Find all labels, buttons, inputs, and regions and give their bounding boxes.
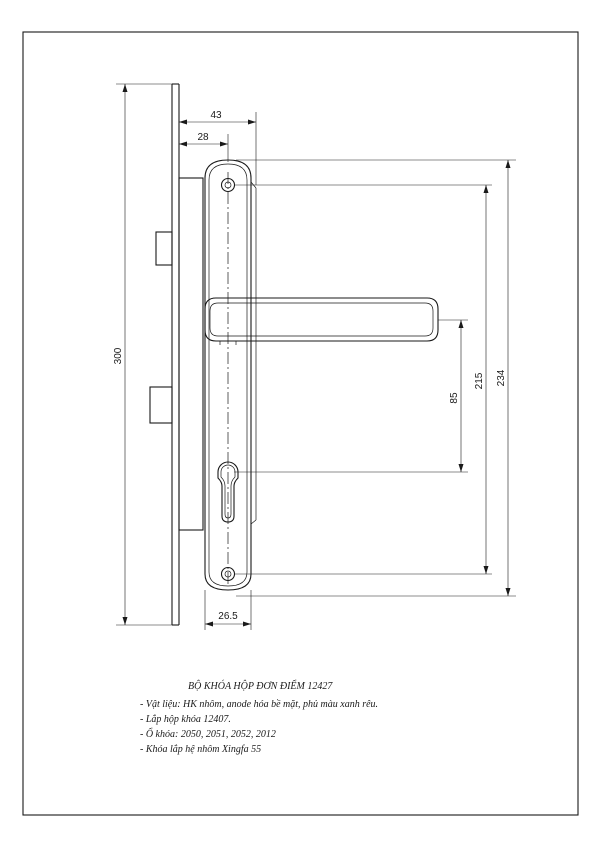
escutcheon-plate — [205, 160, 256, 590]
dim-215-label: 215 — [474, 372, 485, 390]
dim-overall-height — [113, 84, 172, 625]
dim-26-5-label: 26.5 — [218, 611, 238, 622]
dim-85-label: 85 — [449, 392, 460, 404]
dead-bolt — [150, 387, 172, 423]
notes-title: BỘ KHÓA HỘP ĐƠN ĐIỂM 12427 — [188, 681, 333, 692]
dim-backset — [179, 132, 228, 162]
dim-300-label: 300 — [113, 347, 124, 365]
note-lock-case: - Lắp hộp khóa 12407. — [140, 714, 231, 725]
note-material: - Vật liệu: HK nhôm, anode hóa bề mặt, phủ màu xanh rêu. — [140, 699, 379, 710]
mortise-lock-body — [150, 84, 203, 625]
lever-handle — [205, 298, 438, 345]
dim-handle-to-cylinder — [234, 320, 468, 472]
dim-234-label: 234 — [496, 369, 507, 387]
latch-bolt — [156, 232, 172, 265]
spec-notes — [140, 679, 460, 757]
dim-43-label: 43 — [210, 110, 222, 121]
note-cylinder: - Ổ khóa: 2050, 2051, 2052, 2012 — [140, 729, 276, 740]
dim-handle-to-screw — [234, 185, 492, 574]
dim-28-label: 28 — [197, 132, 209, 143]
note-system: - Khóa lắp hệ nhôm Xingfa 55 — [140, 744, 262, 755]
dim-handle-projection — [179, 110, 256, 185]
